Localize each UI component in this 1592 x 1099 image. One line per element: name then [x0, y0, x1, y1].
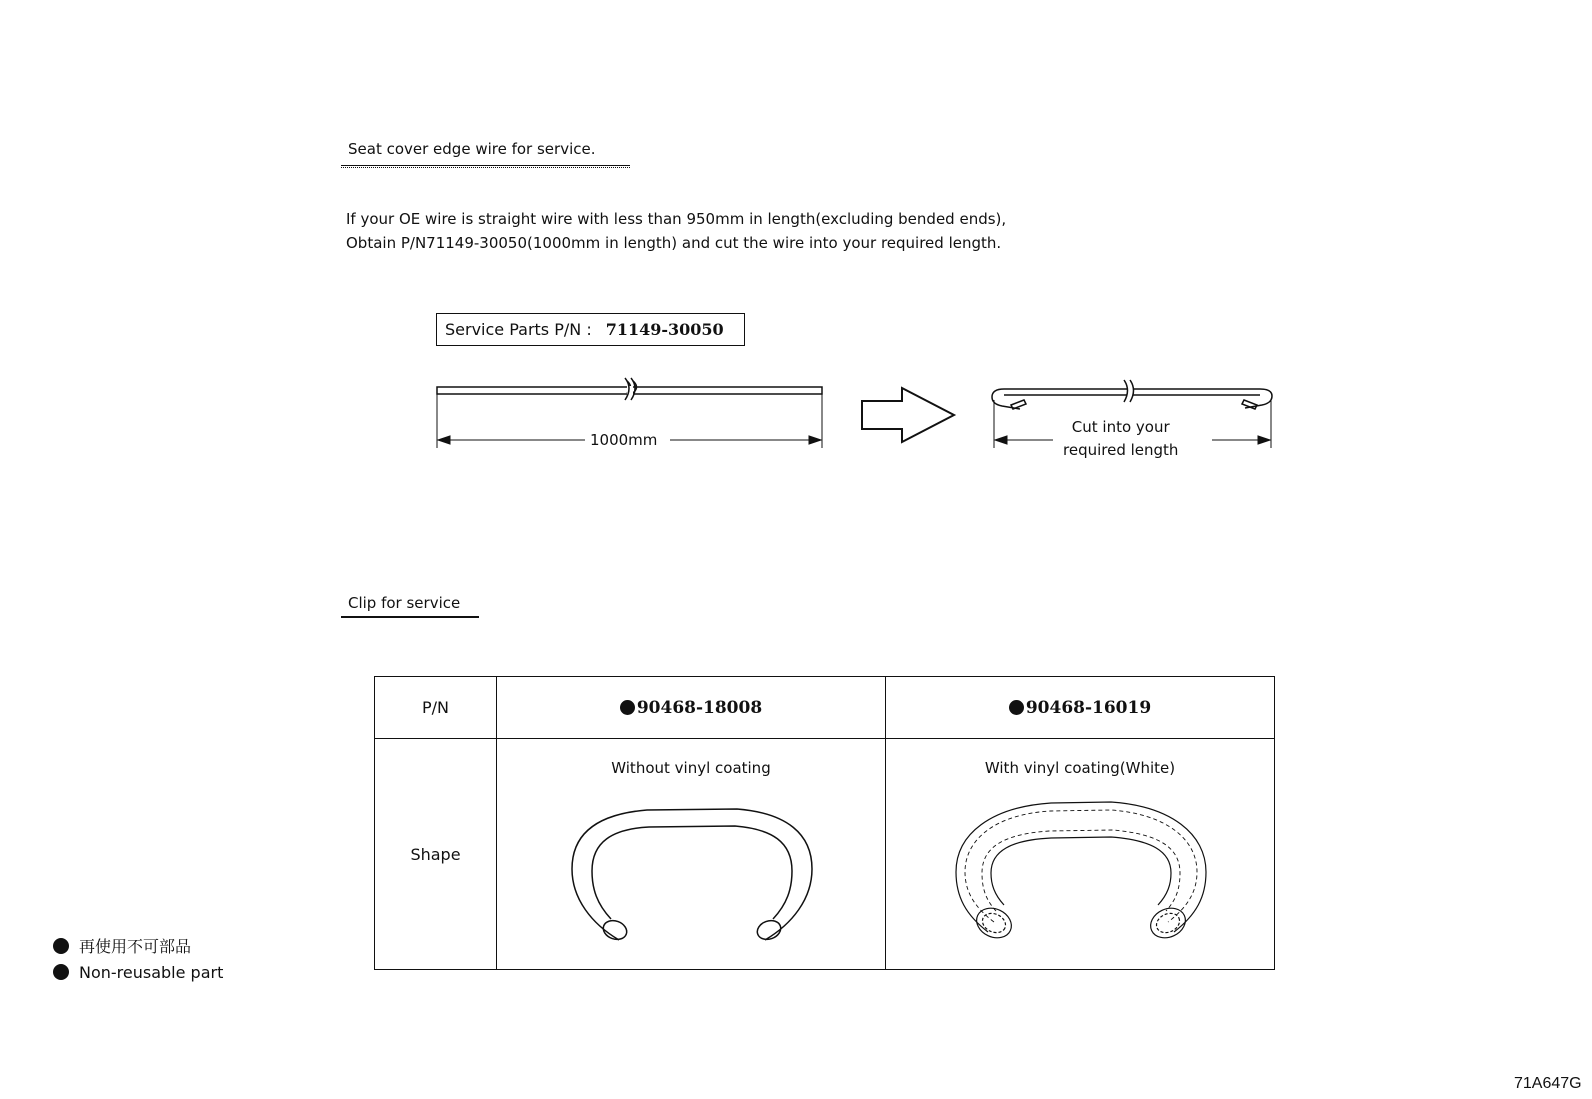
right-arrow-icon — [862, 388, 954, 442]
length-label: 1000mm — [586, 431, 661, 449]
service-parts-number: 71149-30050 — [605, 320, 724, 339]
shape-caption: With vinyl coating(White) — [984, 759, 1176, 777]
wire-section-heading: Seat cover edge wire for service. — [348, 140, 596, 158]
non-reusable-dot-icon — [53, 964, 69, 980]
non-reusable-dot-icon — [620, 700, 635, 715]
clip-table — [374, 676, 1275, 970]
clip-section-heading: Clip for service — [348, 594, 461, 612]
legend — [53, 934, 223, 986]
table-row — [375, 677, 1275, 739]
legend-item — [53, 960, 223, 986]
non-reusable-dot-icon — [1009, 700, 1024, 715]
table-row — [375, 739, 1275, 970]
shape-cell — [886, 739, 1275, 970]
legend-item — [53, 934, 223, 960]
part-number: 90468-16019 — [1025, 697, 1152, 718]
legend-text-jp: 再使用不可部品 — [79, 937, 192, 956]
shape-label: Shape — [410, 844, 461, 864]
part-number: 90468-18008 — [636, 697, 763, 718]
figure-id: 71A647G — [1514, 1075, 1582, 1092]
part-number-cell — [886, 677, 1275, 739]
cut-label-line-2: required length — [1063, 441, 1179, 459]
shape-caption: Without vinyl coating — [611, 759, 771, 777]
non-reusable-dot-icon — [53, 938, 69, 954]
cut-label — [1063, 416, 1178, 462]
legend-text-en: Non-reusable part — [79, 963, 224, 982]
part-number-cell — [497, 677, 886, 739]
clip-heading-underline — [341, 616, 479, 618]
instruction-line-2: Obtain P/N71149-30050(1000mm in length) and cut the wire into your required length. — [346, 234, 1002, 252]
cut-label-line-1: Cut into your — [1071, 418, 1170, 436]
row-header-shape — [375, 739, 497, 970]
service-parts-label: Service Parts P/N : — [445, 320, 592, 339]
instruction-line-1: If your OE wire is straight wire with less than 950mm in length(excluding bended ends), — [346, 210, 1007, 228]
row-header-pn: P/N — [375, 677, 497, 739]
shape-cell — [497, 739, 886, 970]
